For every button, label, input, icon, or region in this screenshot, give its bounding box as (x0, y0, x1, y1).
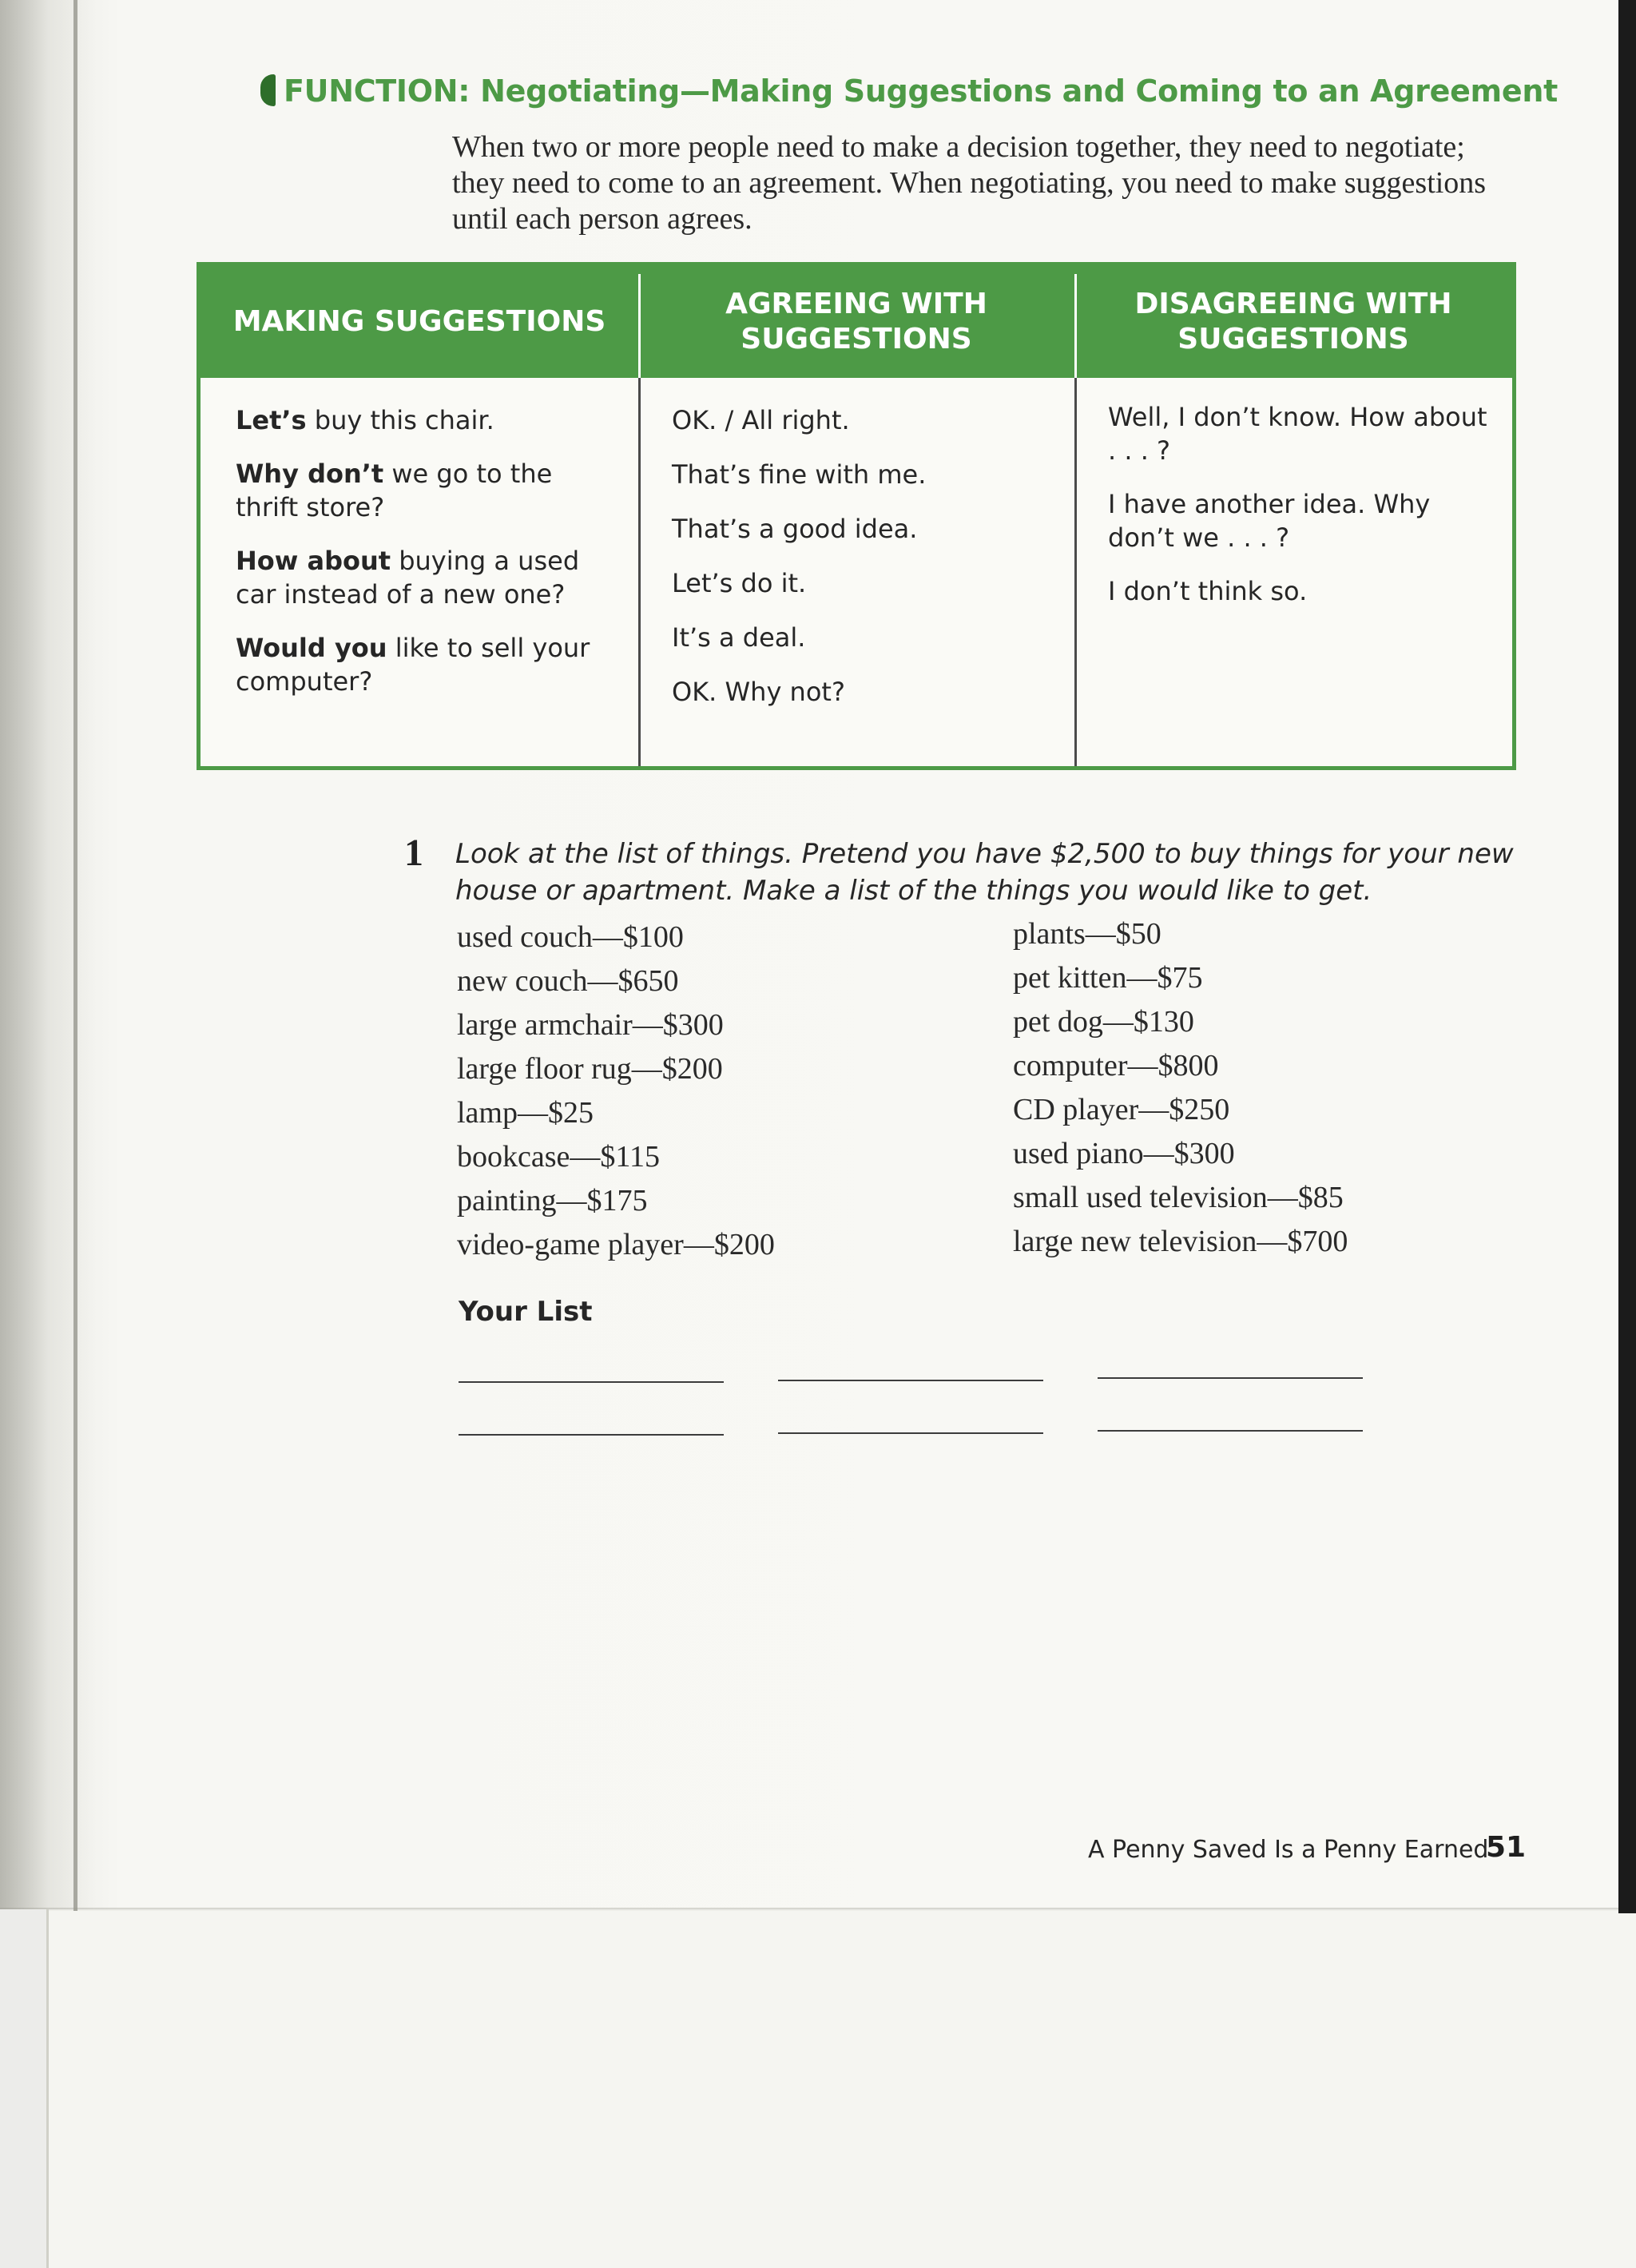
suggestion-item: Let’s buy this chair. (236, 405, 494, 435)
agreeing-item: OK. / All right. (672, 405, 850, 435)
footer-chapter-title: A Penny Saved Is a Penny Earned (1088, 1836, 1489, 1864)
header-making-suggestions: MAKING SUGGESTIONS (232, 305, 606, 338)
suggestion-item: How about buying a used car instead of a new one? (236, 546, 580, 610)
scan-left-strip (0, 1909, 49, 2268)
list-item: pet kitten—$75 (1013, 961, 1203, 995)
agreeing-item: That’s a good idea. (672, 514, 918, 544)
header-divider (638, 274, 641, 378)
disagreeing-item: Well, I don’t know. How about . . . ? (1108, 402, 1487, 466)
spine-edge (73, 0, 77, 1911)
list-item: used couch—$100 (457, 920, 684, 954)
list-item: video-game player—$200 (457, 1228, 775, 1261)
header-divider (1074, 274, 1077, 378)
answer-blank[interactable] (459, 1381, 724, 1383)
list-item: used piano—$300 (1013, 1137, 1235, 1170)
header-agreeing: AGREEING WITH SUGGESTIONS (725, 288, 987, 355)
page-bottom-edge (0, 1908, 1636, 1911)
scan-right-edge (1618, 0, 1636, 1913)
page-number: 51 (1486, 1831, 1527, 1864)
answer-blank[interactable] (1098, 1430, 1363, 1432)
list-item: bookcase—$115 (457, 1140, 660, 1174)
agreeing-column (672, 403, 1055, 729)
list-item: plants—$50 (1013, 917, 1161, 951)
items-list-left (457, 916, 775, 1267)
table-header (201, 266, 1512, 378)
column-divider (1074, 378, 1077, 766)
list-item: small used television—$85 (1013, 1181, 1344, 1214)
list-item: CD player—$250 (1013, 1093, 1230, 1126)
answer-blank[interactable] (778, 1432, 1043, 1434)
suggestion-item: Why don’t we go to the thrift store? (236, 459, 553, 522)
agreeing-item: OK. Why not? (672, 677, 845, 707)
list-item: pet dog—$130 (1013, 1005, 1194, 1039)
answer-blank[interactable] (459, 1434, 724, 1436)
list-item: lamp—$25 (457, 1096, 594, 1130)
disagreeing-item: I have another idea. Why don’t we . . . ? (1108, 489, 1431, 553)
answer-blank[interactable] (1098, 1377, 1363, 1379)
suggestions-column (236, 403, 619, 718)
spine-shadow (0, 0, 120, 1909)
exercise-number: 1 (404, 832, 423, 874)
agreeing-item: That’s fine with me. (672, 459, 927, 490)
items-list-right (1013, 912, 1348, 1264)
disagreeing-column (1108, 400, 1491, 628)
agreeing-item: Let’s do it. (672, 568, 807, 598)
list-item: large new television—$700 (1013, 1225, 1348, 1258)
list-item: large armchair—$300 (457, 1008, 724, 1042)
intro-paragraph: When two or more people need to make a decision together, they need to negotiate; they need to come to an agreement. When negotiating, you need to make suggestions until each person agrees. (452, 130, 1487, 236)
answer-blank[interactable] (778, 1380, 1043, 1381)
disagreeing-item: I don’t think so. (1108, 576, 1308, 606)
list-item: new couch—$650 (457, 964, 679, 998)
section-title-text: FUNCTION: Negotiating—Making Suggestions and Coming to an Agreement (284, 73, 1558, 109)
list-item: computer—$800 (1013, 1049, 1219, 1082)
list-item: painting—$175 (457, 1184, 648, 1217)
section-marker-icon (260, 74, 276, 106)
list-item: large floor rug—$200 (457, 1052, 723, 1086)
section-title (260, 73, 1558, 109)
your-list-label: Your List (459, 1296, 593, 1328)
scan-background (0, 1909, 1636, 2268)
exercise-instructions: Look at the list of things. Pretend you have $2,500 to buy things for your new house or apartment. Make a list of the things you would like to get. (455, 838, 1514, 907)
function-table (197, 262, 1516, 770)
column-divider (638, 378, 641, 766)
agreeing-item: It’s a deal. (672, 622, 806, 653)
header-disagreeing: DISAGREEING WITH SUGGESTIONS (1134, 288, 1452, 355)
suggestion-item: Would you like to sell your computer? (236, 633, 590, 697)
